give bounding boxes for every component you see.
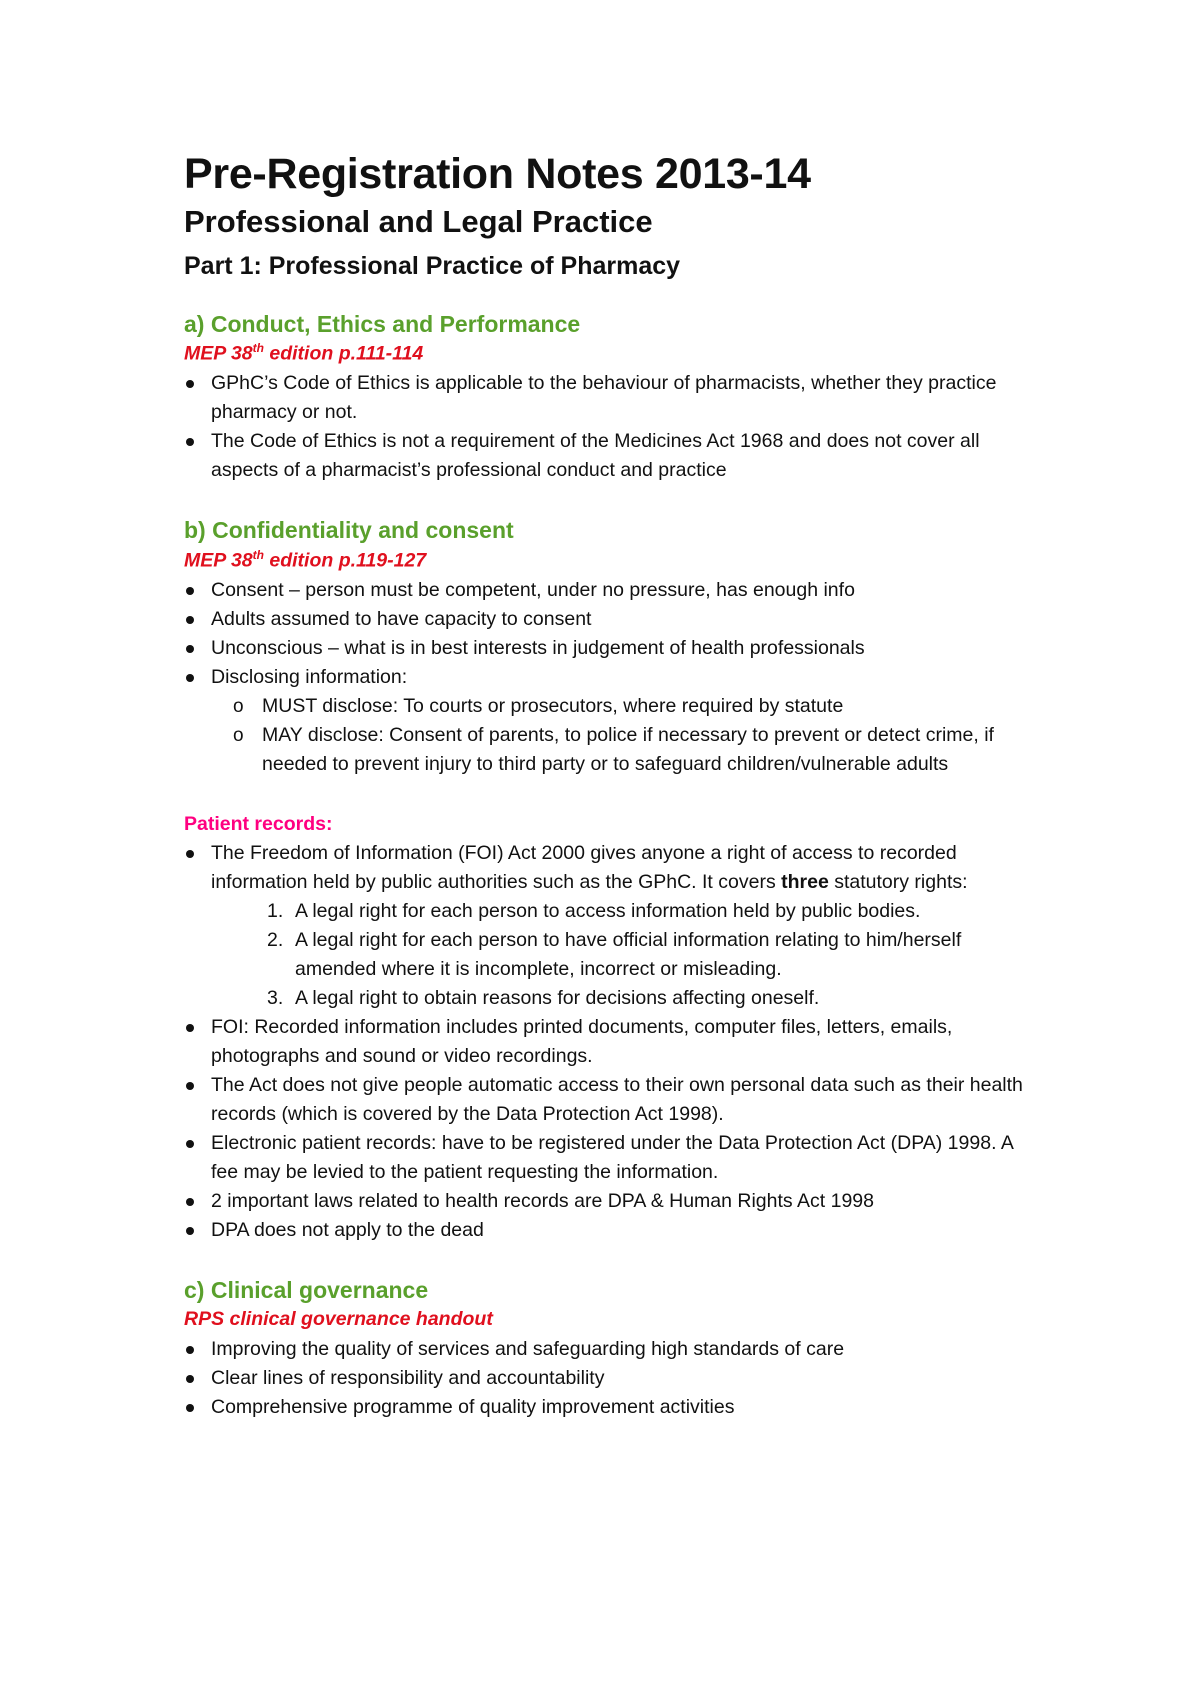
list-item: Clear lines of responsibility and accountability (184, 1364, 1044, 1393)
list-item: Comprehensive programme of quality improvement activities (184, 1393, 1044, 1422)
bullet-icon (186, 1375, 194, 1383)
section-heading: c) Clinical governance (184, 1276, 429, 1303)
bullet-icon (186, 1082, 194, 1090)
section-reference: MEP 38th edition p.119-127 (184, 547, 427, 572)
list-item: GPhC’s Code of Ethics is applicable to the behaviour of pharmacists, whether they practice pharmacy or not. (184, 369, 1044, 427)
bullet-icon (186, 587, 194, 595)
bullet-icon (186, 850, 194, 858)
list-item: Consent – person must be competent, under no pressure, has enough info (184, 576, 1044, 605)
list-item: FOI: Recorded information includes printed documents, computer files, letters, emails, photographs and sound or video recordings. (184, 1013, 1044, 1071)
page-title: Pre-Registration Notes 2013-14 (184, 150, 811, 198)
bullet-icon (186, 1346, 194, 1354)
bullet-icon (186, 1024, 194, 1032)
list-item: Unconscious – what is in best interests in judgement of health professionals (184, 634, 1044, 663)
page-subtitle: Professional and Legal Practice (184, 204, 653, 240)
section-reference: MEP 38th edition p.111-114 (184, 341, 424, 365)
bullet-icon (186, 1198, 194, 1206)
bullet-list (184, 839, 1044, 1245)
list-item: Disclosing information: o MUST disclose: To courts or prosecutors, where required by statute o MAY disclose: Consent of parents, to police if necessary to prevent or detect crime, if needed to prevent injury to third party or to safeguard children/vulnerable adults (184, 663, 1044, 779)
bullet-icon (186, 1140, 194, 1148)
bullet-icon (186, 645, 194, 653)
bullet-list (184, 369, 1044, 485)
bullet-list (184, 576, 1044, 779)
list-item: Improving the quality of services and safeguarding high standards of care (184, 1335, 1044, 1364)
section-reference: RPS clinical governance handout (184, 1308, 493, 1331)
list-item: DPA does not apply to the dead (184, 1216, 1044, 1245)
sub-bullet-list (233, 692, 1044, 779)
bullet-icon (186, 1227, 194, 1235)
section-heading: a) Conduct, Ethics and Performance (184, 310, 581, 337)
bullet-list (184, 1335, 1044, 1422)
part-title: Part 1: Professional Practice of Pharmacy (184, 251, 681, 280)
section-confidentiality (184, 517, 1044, 778)
list-item: o MUST disclose: To courts or prosecutors, where required by statute (233, 692, 1044, 721)
bullet-icon (186, 674, 194, 682)
list-item: 3. A legal right to obtain reasons for decisions affecting oneself. (267, 986, 820, 1009)
list-item: 2. A legal right for each person to have official information relating to him/herself amended where it is incomplete, incorrect or misleading. (267, 928, 962, 980)
bullet-icon (186, 1404, 194, 1412)
circle-bullet-icon: o (233, 695, 244, 717)
section-conduct-ethics (184, 311, 1044, 485)
list-item: The Freedom of Information (FOI) Act 2000 gives anyone a right of access to recorded information held by public authorities such as the GPhC. It covers three statutory rights: 1. A legal right for each person to access information held by public bodies. 2. A legal right for each person to have official information relating to him/herself amended where it is incomplete, incorrect or misleading. 3. A legal right to obtain reasons for decisions affecting oneself. (184, 839, 1044, 1013)
section-patient-records (184, 811, 1044, 1245)
bullet-icon (186, 380, 194, 388)
subsection-heading: Patient records: (184, 812, 333, 835)
list-item: Adults assumed to have capacity to consent (184, 605, 1044, 634)
bullet-icon (186, 616, 194, 624)
list-item: The Act does not give people automatic access to their own personal data such as their health records (which is covered by the Data Protection Act 1998). (184, 1071, 1044, 1129)
circle-bullet-icon: o (233, 724, 244, 746)
list-item: Electronic patient records: have to be registered under the Data Protection Act (DPA) 1998. A fee may be levied to the patient requesting the information. (184, 1129, 1044, 1187)
list-item: 2 important laws related to health records are DPA & Human Rights Act 1998 (184, 1187, 1044, 1216)
section-heading: b) Confidentiality and consent (184, 517, 514, 544)
list-item: The Code of Ethics is not a requirement of the Medicines Act 1968 and does not cover all aspects of a pharmacist’s professional conduct and practice (184, 427, 1044, 485)
section-clinical-governance (184, 1277, 1044, 1422)
numbered-list (267, 897, 1044, 1013)
document-page (184, 150, 1044, 1454)
list-item: o MAY disclose: Consent of parents, to police if necessary to prevent or detect crime, if needed to prevent injury to third party or to safeguard children/vulnerable adults (233, 721, 1044, 779)
list-item: 1. A legal right for each person to access information held by public bodies. (267, 899, 921, 922)
bullet-icon (186, 438, 194, 446)
